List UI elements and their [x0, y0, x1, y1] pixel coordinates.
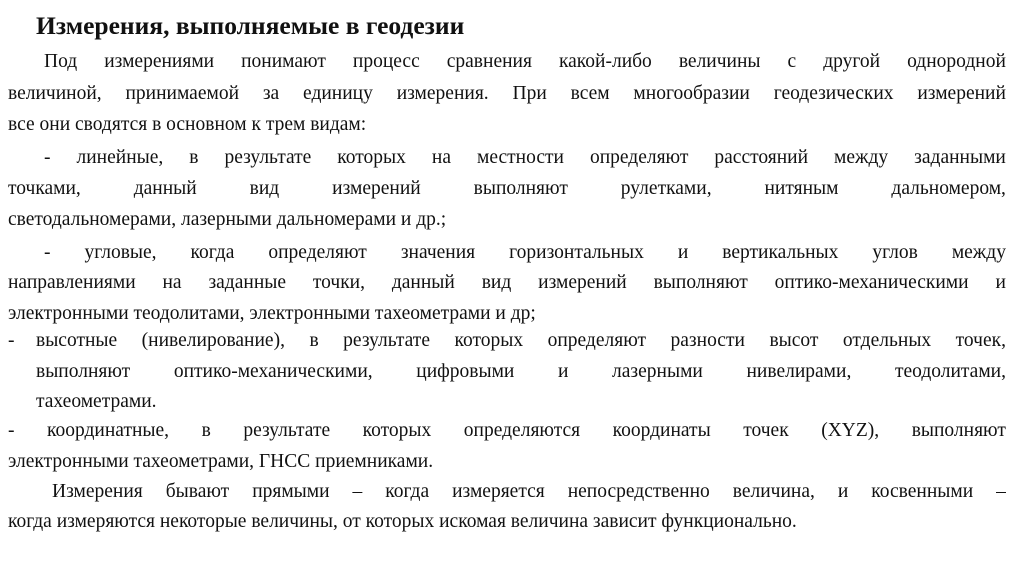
- coordinate-line-1: - координатные, в результате которых определяются координаты точек (XYZ), выполняют: [8, 420, 1006, 441]
- angular-line-3: электронными теодолитами, электронными тахеометрами и др;: [8, 303, 536, 324]
- linear-line-2: точками, данный вид измерений выполняют рулетками, нитяным дальномером,: [8, 178, 1006, 199]
- slide-title: Измерения, выполняемые в геодезии: [36, 11, 465, 40]
- conclusion-line-2: когда измеряются некоторые величины, от которых искомая величина зависит функционально.: [8, 511, 797, 532]
- linear-line-3: светодальномерами, лазерными дальномерами и др.;: [8, 209, 447, 230]
- intro-line-2: величиной, принимаемой за единицу измерения. При всем многообразии геодезических измерений: [8, 83, 1006, 104]
- intro-line-1: Под измерениями понимают процесс сравнения какой-либо величины с другой однородной: [44, 51, 1006, 72]
- height-list-marker: -: [8, 330, 15, 351]
- height-line-3: тахеометрами.: [36, 391, 157, 412]
- linear-line-1: - линейные, в результате которых на местности определяют расстояний между заданными: [44, 147, 1006, 168]
- intro-line-3: все они сводятся в основном к трем видам:: [8, 114, 367, 135]
- conclusion-line-1: Измерения бывают прямыми – когда измеряется непосредственно величина, и косвенными –: [52, 481, 1006, 502]
- coordinate-line-2: электронными тахеометрами, ГНСС приемниками.: [8, 451, 434, 472]
- angular-line-1: - угловые, когда определяют значения горизонтальных и вертикальных углов между: [44, 242, 1006, 263]
- angular-line-2: направлениями на заданные точки, данный вид измерений выполняют оптико-механическими и: [8, 272, 1006, 293]
- height-line-1: высотные (нивелирование), в результате которых определяют разности высот отдельных точек,: [36, 330, 1006, 351]
- height-line-2: выполняют оптико-механическими, цифровыми и лазерными нивелирами, теодолитами,: [36, 361, 1006, 382]
